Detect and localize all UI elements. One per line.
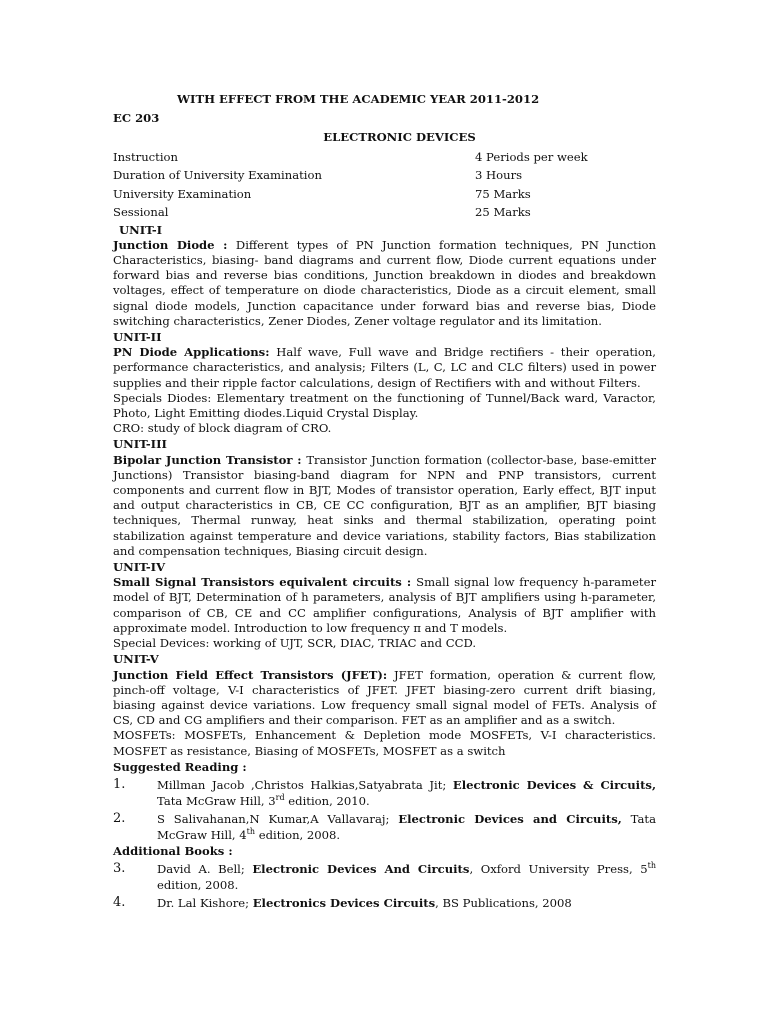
reference-item [113,861,656,893]
reference-title: Electronics Devices Circuits [252,896,436,911]
subject-title: ELECTRONIC DEVICES [323,130,476,145]
unit-1-text: Different types of PN Junction formation techniques, PN Junction Characteristics, biasing- band diagrams and current flow, Diode current equations under forward bias and reverse bias conditions, Junction breakdown in diodes and breakdown voltages, effect of temperature on diode characteristics, Diode as a circuit element, small signal diode models, Junction capacitance under forward bias and reverse bias, Diode switching characteristics, Zener Diodes, Zener voltage regulator and its limitation. [113,237,656,328]
syllabus-document [113,92,656,911]
unit-3-heading: UNIT-III [113,437,167,452]
scheme-label: Duration of University Examination [113,168,322,183]
reference-number: 3. [113,861,126,877]
unit-1-topic: Junction Diode : [113,237,236,252]
effect-line: WITH EFFECT FROM THE ACADEMIC YEAR 2011-2012 [177,92,540,106]
reference-title: Electronic Devices & Circuits, [452,777,656,792]
scheme-row [113,203,656,222]
edition-suffix: th [647,861,656,871]
reference-authors: Millman Jacob ,Christos Halkias,Satyabrata Jit; [157,777,453,792]
reference-authors: David A. Bell; [157,862,253,877]
reference-publisher: Tata McGraw Hill, 4 [157,811,656,842]
reference-publisher: Tata McGraw Hill, 3 [157,793,276,808]
reference-item [113,811,656,843]
additional-books-heading: Additional Books : [113,843,233,858]
reference-number: 2. [113,810,126,826]
unit-5-text: JFET formation, operation & current flow, pinch-off voltage, V-I characteristics of JFET. JFET biasing-zero current drift biasing, biasing against device variations. Low frequency small signal model of FETs. Analysis of CS, CD and CG amplifiers and their comparison. FET as an amplifier and as a switch. [113,667,657,728]
unit-2-heading: UNIT-II [113,330,162,345]
reference-publisher: , Oxford University Press, 5 [469,862,648,877]
scheme-label: Sessional [113,205,169,220]
edition-suffix: th [246,827,256,837]
unit-5-mosfets: MOSFETs: MOSFETs, Enhancement & Depletion mode MOSFETs, V-I characteristics. MOSFET as resistance, Biasing of MOSFETs, MOSFET as a switch [113,728,656,758]
scheme-value: 3 Hours [475,168,523,183]
scheme-row [113,166,656,185]
scheme-value: 25 Marks [475,205,531,220]
reference-item [113,895,656,911]
course-code: EC 203 [113,111,160,126]
unit-4-topic: Small Signal Transistors equivalent circuits : [113,575,417,590]
unit-4-text: Small signal low frequency h-parameter model of BJT, Determination of h parameters, analysis of BJT amplifiers using h-parameter, comparison of CB, CE and CC amplifier configurations, Analysis of BJT amplifier with approximate model. Introduction to low frequency π and T models. [113,575,656,635]
scheme-value: 4 Periods per week [475,149,588,164]
reference-title: Electronic Devices and Circuits, [398,811,622,826]
unit-2-topic: PN Diode Applications: [113,345,270,360]
unit-3-text: Transistor Junction formation (collector-base, base-emitter Junctions) Transistor biasing-band diagram for NPN and PNP transistors, current components and current flow in BJT, Modes of transistor operation, Early effect, BJT input and output characteristics in CB, CE CC configuration, BJT as an amplifier, BJT biasing techniques, Thermal runway, heat sinks and thermal stabilization, operating point stabilization against temperature and device variations, stability factors, Bias stabilization and compensation techniques, Biasing circuit design. [113,452,656,558]
scheme-row [113,185,656,204]
reference-text [157,811,656,843]
unit-4-special-devices: Special Devices: working of UJT, SCR, DIAC, TRIAC and CCD. [113,636,477,651]
scheme-row [113,148,656,167]
reference-text [157,861,656,893]
reference-text [157,895,656,911]
reference-number: 4. [113,895,126,911]
unit-3-topic: Bipolar Junction Transistor : [113,452,307,467]
reference-authors: S Salivahanan,N Kumar,A Vallavaraj; [157,811,399,826]
unit-4-paragraph [113,575,656,636]
unit-2-special-diodes: Specials Diodes: Elementary treatment on the functioning of Tunnel/Back ward, Varactor, Photo, Light Emitting diodes.Liquid Crystal Display. [113,390,656,421]
reference-item [113,777,656,809]
reference-title: Electronic Devices And Circuits [252,862,470,877]
edition-suffix: rd [275,793,285,803]
unit-1-paragraph [113,238,656,329]
unit-3-paragraph [113,453,656,559]
reference-authors: Dr. Lal Kishore; [157,896,253,911]
reference-edition: edition, 2008. [157,878,239,893]
suggested-reading-heading: Suggested Reading : [113,759,247,774]
scheme-label: Instruction [113,149,178,164]
unit-2-paragraph [113,345,656,391]
scheme-value: 75 Marks [475,186,531,201]
reference-text [157,777,656,809]
unit-2-text: Half wave, Full wave and Bridge rectifiers - their operation, performance characteristics, and analysis; Filters (L, C, LC and CLC filters) used in power supplies and their ripple factor calculations, design of Rectifiers with and without Filters. [113,345,656,390]
unit-5-heading: UNIT-V [113,652,159,667]
reference-edition: edition, 2010. [284,793,370,808]
unit-5-paragraph [113,668,656,729]
unit-1-heading: UNIT-I [119,222,163,237]
scheme-label: University Examination [113,186,252,201]
unit-4-heading: UNIT-IV [113,560,166,575]
unit-5-topic: Junction Field Effect Transistors (JFET): [113,667,388,682]
scheme-table [113,148,656,222]
reference-edition: edition, 2008. [255,827,341,842]
unit-2-cro: CRO: study of block diagram of CRO. [113,421,332,436]
reference-number: 1. [113,776,126,792]
reference-publisher: , BS Publications, 2008 [435,896,572,911]
